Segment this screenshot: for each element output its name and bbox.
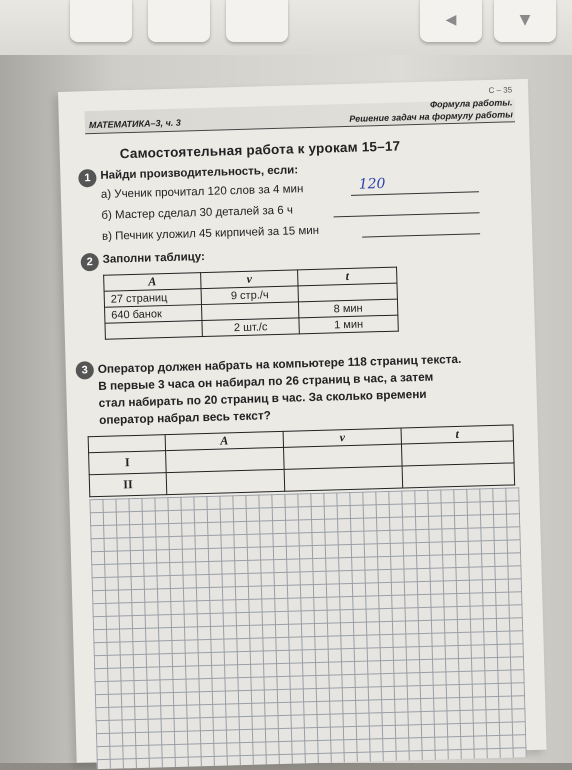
task-number-badge: 2 <box>81 253 99 271</box>
table-cell: 2 шт./с <box>202 318 299 337</box>
page-header <box>85 99 515 134</box>
task3-text-line: В первые 3 часа он набирал по 26 страниц в час, а затем <box>98 369 434 393</box>
table-cell: 8 мин <box>298 299 397 318</box>
worksheet-page <box>58 79 547 763</box>
task-number-badge: 3 <box>76 361 94 379</box>
task1-prompt: Найди производительность, если: <box>100 164 299 182</box>
row-label: II <box>89 473 167 497</box>
keyboard-key <box>70 0 132 42</box>
table-cell: 1 мин <box>299 315 398 334</box>
task2-table <box>103 267 399 340</box>
keyboard-key-down-arrow: ▼ <box>494 0 556 42</box>
keyboard-key-left-arrow: ◀ <box>420 0 482 42</box>
table-cell: 640 банок <box>105 305 202 324</box>
task3-text-line: Оператор должен набрать на компьютере 118 страниц текста. <box>97 351 462 376</box>
column-header: A <box>104 273 201 292</box>
task3-text-line: стал набирать по 20 страниц в час. За сколько времени <box>98 386 427 410</box>
table-cell <box>105 321 202 340</box>
column-header: v <box>283 428 401 447</box>
table-cell <box>166 469 285 494</box>
keyboard-key <box>226 0 288 42</box>
column-header: A <box>165 431 283 450</box>
worksheet-title: Самостоятельная работа к урокам 15–17 <box>119 138 401 162</box>
column-header: t <box>298 267 397 286</box>
task-number-badge: 1 <box>78 169 96 187</box>
task3-text-line: оператор набрал весь текст? <box>98 408 272 427</box>
page-number: С – 35 <box>488 85 513 95</box>
column-header: v <box>201 270 298 289</box>
topic-sublabel: Решение задач на формулу работы <box>349 109 513 124</box>
squared-grid-area <box>89 487 526 769</box>
row-label: I <box>89 451 167 475</box>
answer-line <box>362 233 480 237</box>
table-cell: 27 страниц <box>104 289 201 308</box>
task1-item: б) Мастер сделал 30 деталей за 6 ч <box>101 204 294 222</box>
handwritten-answer: 120 <box>358 175 386 193</box>
task1-item: в) Печник уложил 45 кирпичей за 15 мин <box>101 224 320 243</box>
task2-prompt: Заполни таблицу: <box>102 250 206 266</box>
task3-table <box>88 424 516 497</box>
answer-line <box>334 212 480 217</box>
table-cell: 9 стр./ч <box>201 286 298 305</box>
column-header: t <box>401 425 513 444</box>
table-cell <box>284 466 403 491</box>
table-cell <box>401 441 514 466</box>
task1-item: а) Ученик прочитал 120 слов за 4 мин <box>100 183 304 201</box>
topic-label: Формула работы. <box>429 97 513 110</box>
subject-label: МАТЕМАТИКА–3, ч. 3 <box>88 117 181 131</box>
table-cell <box>402 463 515 488</box>
keyboard-key <box>148 0 210 42</box>
